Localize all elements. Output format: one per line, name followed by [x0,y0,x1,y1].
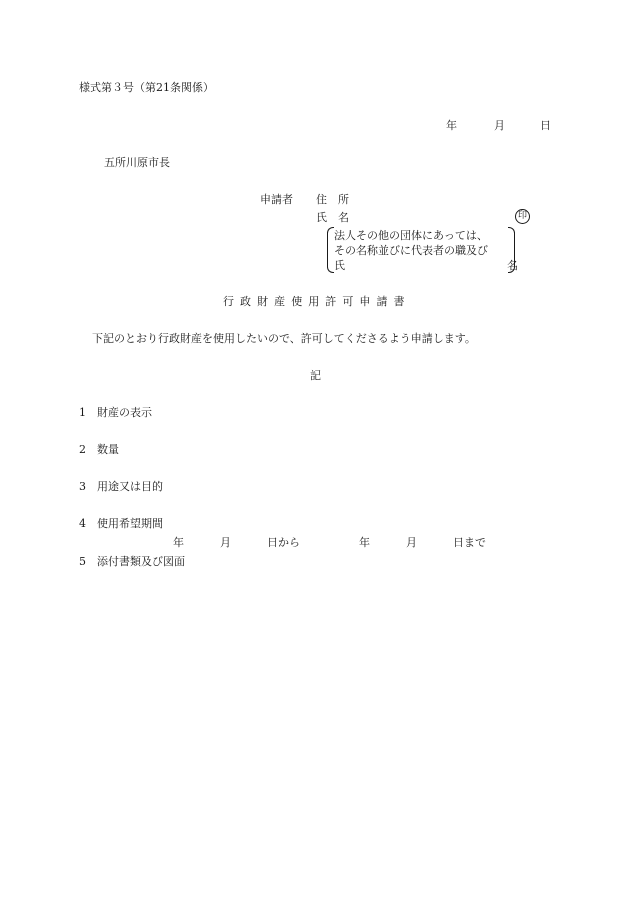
item-2-label: 数量 [97,443,119,456]
item-3-number: 3 [79,480,86,493]
date-day: 日 [540,119,551,132]
name-label: 氏 名 [316,211,349,224]
item-3-label: 用途又は目的 [97,480,163,493]
address-label: 住 所 [316,193,349,206]
form-number: 様式第３号（第21条関係） [79,81,214,94]
date-year: 年 [446,119,457,132]
corporate-note-line1: 法人その他の団体にあっては、 [334,229,488,242]
period-end-year: 年 [359,536,370,549]
document-title: 行政財産使用許可申請書 [223,295,411,308]
ki-heading: 記 [310,369,321,382]
corporate-note-line3-left: 氏 [334,259,345,272]
date-month: 月 [494,119,505,132]
corporate-note-line3-right: 名 [507,259,518,272]
item-4-number: 4 [79,517,86,530]
item-2-number: 2 [79,443,86,456]
period-start-year: 年 [173,536,184,549]
body-text: 下記のとおり行政財産を使用したいので、許可してくださるよう申請します。 [92,332,476,345]
item-4-label: 使用希望期間 [97,517,163,530]
addressee: 五所川原市長 [104,156,170,169]
item-1-label: 財産の表示 [97,406,152,419]
item-1-number: 1 [79,406,86,419]
period-end-day: 日まで [453,536,486,549]
item-5-number: 5 [79,555,86,568]
corporate-note [327,227,518,272]
period-start-day: 日から [267,536,300,549]
corporate-note-line2: その名称並びに代表者の職及び [334,244,488,257]
item-5-label: 添付書類及び図面 [97,555,185,568]
seal-mark: 印 [515,209,530,224]
period-start-month: 月 [220,536,231,549]
left-bracket [327,227,334,273]
applicant-label: 申請者 [260,193,293,206]
period-end-month: 月 [406,536,417,549]
